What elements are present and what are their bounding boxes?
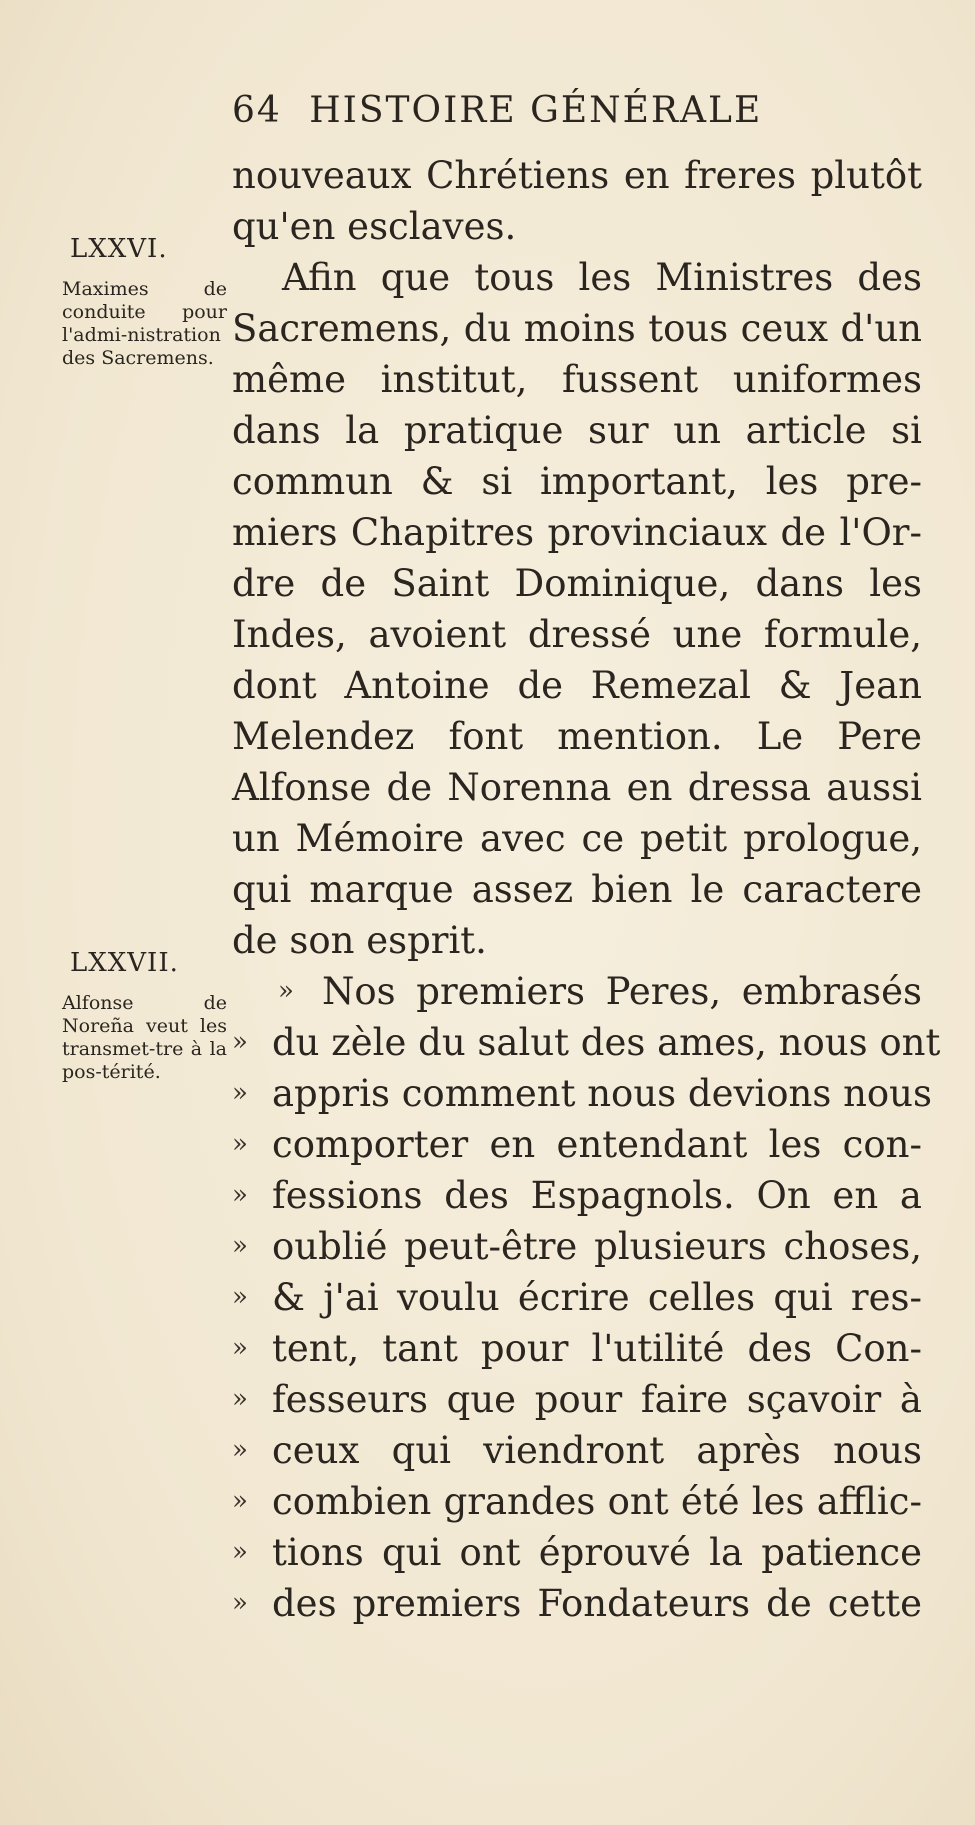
quote-line: » comporter en entendant les con-	[232, 1119, 922, 1170]
text-line: de son esprit.	[232, 919, 487, 962]
quote-line: » des premiers Fondateurs de cette	[232, 1578, 922, 1629]
text-line: miers Chapitres provinciaux de l'Or-	[232, 511, 922, 554]
quote-line: » fessions des Espagnols. On en a	[232, 1170, 922, 1221]
text-line: Indes, avoient dressé une formule,	[232, 613, 922, 656]
margin-note: Maximes de conduite pour l'admi-nistration des Sacremens.	[62, 278, 227, 369]
text-line: Alfonse de Norenna en dressa aussi	[232, 766, 922, 809]
quote-line: » tions qui ont éprouvé la patience	[232, 1527, 922, 1578]
quote-line: » tent, tant pour l'utilité des Con-	[232, 1323, 922, 1374]
text-line: dre de Saint Dominique, dans les	[232, 562, 922, 605]
quote-line: » ceux qui viendront après nous	[232, 1425, 922, 1476]
quote-line: » oublié peut-être plusieurs choses,	[232, 1221, 922, 1272]
page-number: 64	[232, 90, 282, 131]
quote-line: » Nos premiers Peres, embrasés	[232, 966, 922, 1017]
quote-line: » & j'ai voulu écrire celles qui res-	[232, 1272, 922, 1323]
text-line: Sacremens, du moins tous ceux d'un	[232, 307, 922, 350]
text-line: dont Antoine de Remezal & Jean	[232, 664, 922, 707]
text-line: Melendez font mention. Le Pere	[232, 715, 922, 758]
running-header	[232, 90, 852, 131]
text-line: même institut, fussent uniformes	[232, 358, 922, 401]
text-line: Afin que tous les Ministres des	[282, 256, 922, 299]
body-text	[232, 150, 941, 1629]
text-line: qu'en esclaves.	[232, 205, 517, 248]
quote-line: » du zèle du salut des ames, nous ont	[232, 1017, 922, 1068]
text-line: nouveaux Chrétiens en freres plutôt	[232, 154, 922, 197]
running-title: HISTOIRE GÉNÉRALE	[309, 90, 763, 131]
text-line: un Mémoire avec ce petit prologue,	[232, 817, 922, 860]
text-line: dans la pratique sur un article si	[232, 409, 922, 452]
margin-section-number: LXXVII.	[70, 948, 179, 978]
text-line: commun & si important, les pre-	[232, 460, 922, 503]
quote-line: » combien grandes ont été les afflic-	[232, 1476, 922, 1527]
margin-section-number: LXXVI.	[70, 234, 168, 264]
text-line: qui marque assez bien le caractere	[232, 868, 922, 911]
quote-line: » appris comment nous devions nous	[232, 1068, 922, 1119]
margin-note: Alfonse de Noreña veut les transmet-tre à la pos-térité.	[62, 992, 227, 1083]
quotation	[232, 966, 941, 1629]
quote-line: » fesseurs que pour faire sçavoir à	[232, 1374, 922, 1425]
